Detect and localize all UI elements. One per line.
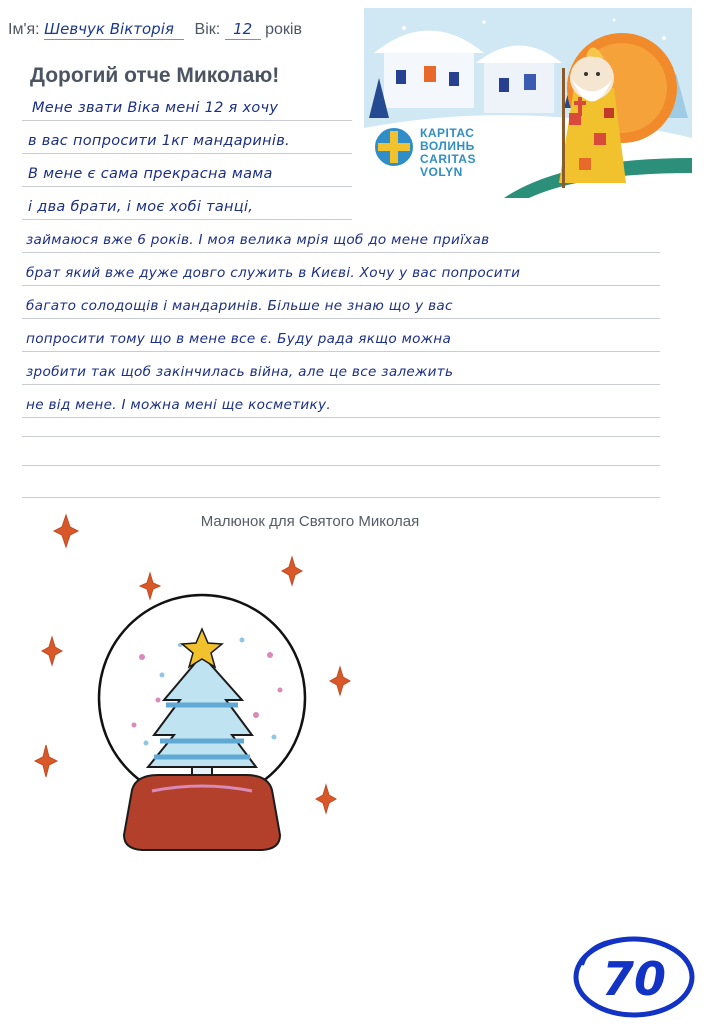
- ruled-line: [22, 285, 660, 286]
- ruled-line: [22, 384, 660, 385]
- letter-line: Мене звати Віка мені 12 я хочу: [32, 100, 279, 116]
- age-unit: років: [265, 21, 302, 38]
- sparkle-icon: [282, 557, 302, 585]
- age-value: 12: [233, 20, 253, 38]
- page-number-circle: [572, 935, 700, 1021]
- logo-line: VOLYN: [420, 165, 463, 179]
- ruled-line: [22, 465, 660, 466]
- ruled-line: [22, 351, 660, 352]
- letter-line: брат який вже дуже довго служить в Києві. Хочу у вас попросити: [26, 265, 521, 281]
- letter-line: попросити тому що в мене все є. Буду рада якщо можна: [26, 331, 452, 347]
- page-number: 70: [601, 952, 667, 1006]
- letter-line: багато солодощів і мандаринів. Більше не знаю що у вас: [26, 298, 453, 314]
- ruled-line: [22, 120, 352, 121]
- ruled-line: [22, 219, 352, 220]
- sparkle-icon: [316, 785, 336, 813]
- ruled-line: [22, 497, 660, 498]
- logo-line: CARITAS: [420, 152, 476, 166]
- age-field: [225, 20, 261, 40]
- snow-globe-drawing: [30, 505, 360, 865]
- ruled-line: [22, 252, 660, 253]
- sparkle-icon: [35, 745, 57, 777]
- name-value: Шевчук Вікторія: [44, 20, 174, 38]
- drawing-caption: Малюнок для Святого Миколая: [200, 513, 420, 530]
- sparkle-icon: [330, 667, 350, 695]
- name-field: [44, 20, 184, 40]
- sparkle-icon: [54, 515, 78, 547]
- letter-title: Дорогий отче Миколаю!: [30, 64, 280, 87]
- letter-line: і два брати, і моє хобі танці,: [28, 199, 254, 215]
- ruled-line: [22, 153, 352, 154]
- caritas-cross-icon: [372, 125, 416, 169]
- letter-line: зробити так щоб закінчилась війна, але це все залежить: [26, 364, 454, 380]
- letter-line: в вас попросити 1кг мандаринів.: [28, 133, 290, 149]
- age-label: Вік:: [194, 21, 221, 38]
- letter-line: займаюся вже 6 років. І моя велика мрія щоб до мене приїхав: [26, 232, 490, 248]
- ruled-line: [22, 186, 352, 187]
- ruled-line: [22, 318, 660, 319]
- ruled-line: [22, 436, 660, 437]
- letter-line: В мене є сама прекрасна мама: [28, 166, 273, 182]
- logo-line: ВОЛИНЬ: [420, 139, 475, 153]
- letter-header: [8, 20, 302, 40]
- ruled-line: [22, 417, 660, 418]
- logo-line: КАРІТАС: [420, 126, 475, 140]
- caritas-logo-text: [420, 127, 476, 179]
- sparkle-icon: [42, 637, 62, 665]
- letter-line: не від мене. І можна мені ще косметику.: [26, 397, 332, 413]
- saint-nicholas-illustration: [364, 8, 692, 198]
- sparkle-icon: [140, 573, 160, 599]
- name-label: Ім'я:: [8, 21, 40, 38]
